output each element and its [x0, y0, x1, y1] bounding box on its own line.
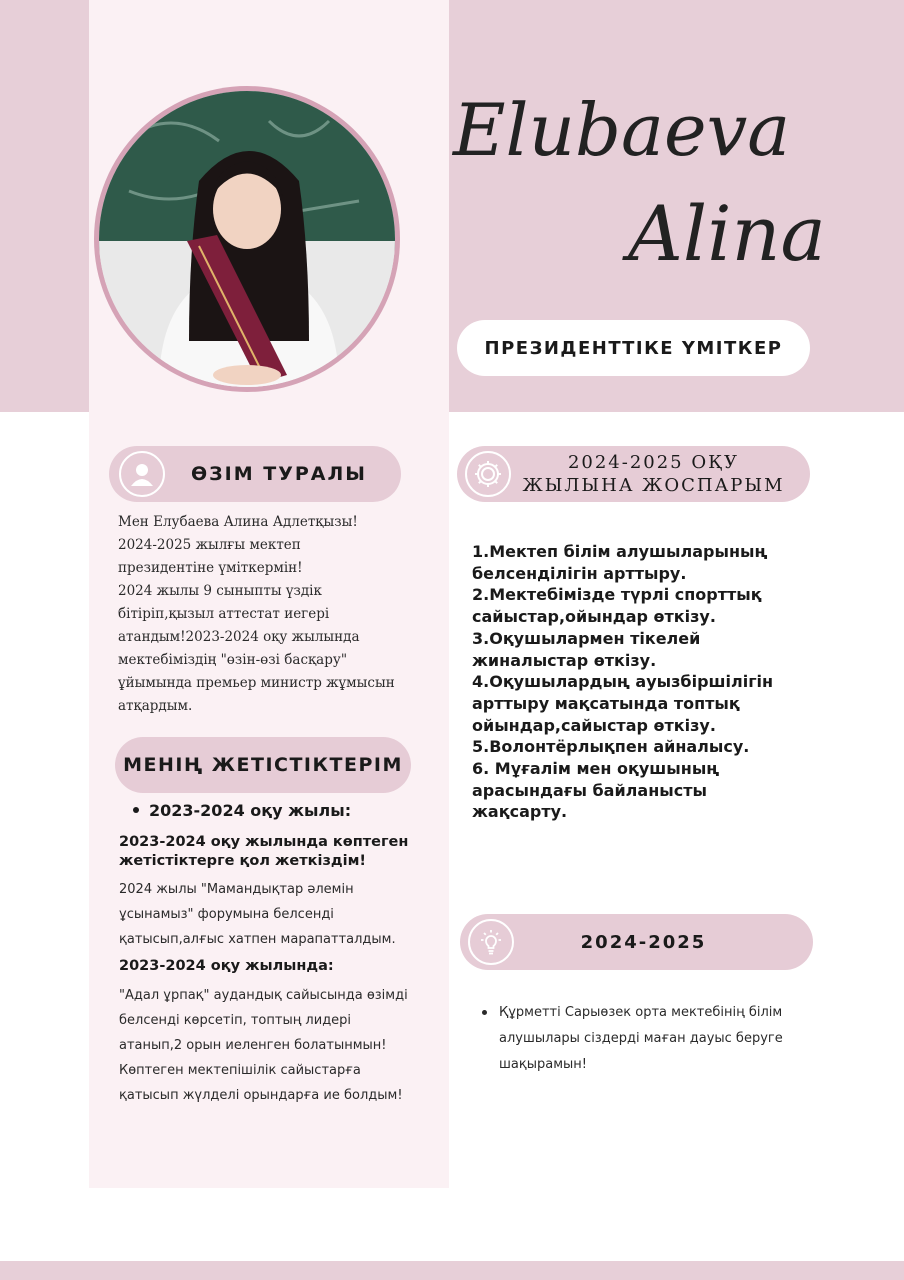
footer-band — [0, 1261, 904, 1280]
plan-line: 1.Мектеп білім алушыларының — [472, 542, 768, 561]
plan-title: 2024-2025 ОҚУ ЖЫЛЫНА ЖОСПАРЫМ — [522, 452, 785, 496]
invite-text: Құрметті Сарыөзек орта мектебінің білім алушылары сіздерді маған дауыс беруге шақырамын! — [482, 1000, 812, 1078]
portrait-photo — [99, 91, 395, 387]
plan-line: жиналыстар өткізу. — [472, 650, 657, 670]
bullet-dot — [133, 807, 139, 813]
year-title: 2024-2025 — [580, 931, 707, 953]
plan-line: 6. Мұғалім мен оқушының — [472, 759, 720, 779]
lightbulb-icon — [468, 919, 514, 965]
plan-line: сайыстар,ойындар өткізу. — [472, 607, 716, 627]
achievements-title: МЕНІҢ ЖЕТІСТІКТЕРІМ — [123, 754, 403, 776]
plan-line: арттыру мақсатында топтық — [472, 693, 740, 713]
achievement-block-1: 2023-2024 оқу жылында көптеген жетістіктерге қол жеткіздім! 2024 жылы "Мамандықтар әлемін ұсынамыз" форумына белсенді қатысып,алғыс хатпен марапатталдым. — [119, 834, 409, 947]
achievements-header — [115, 737, 411, 793]
achievement-block-2: 2023-2024 оқу жылында: "Адал ұрпақ" аудандық сайысында өзімді белсенді көрсетіп, топтың лидері атанып,2 орын иеленген болатынмын! Көптеген мектепішілік сайыстарға қатысып жүлделі орындарға ие болдым! — [119, 958, 408, 1103]
plan-line: 4.Оқушылардың ауызбіршілігін — [472, 672, 774, 692]
bullet-dot — [482, 1010, 487, 1015]
svg-text:Elubaeva: Elubaeva — [453, 88, 791, 172]
plan-line: арасындағы байланысты — [472, 780, 707, 800]
user-icon — [119, 451, 165, 497]
achievements-year-bullet: 2023-2024 оқу жылы: — [133, 801, 351, 820]
plan-list — [472, 541, 802, 823]
role-badge: ПРЕЗИДЕНТТІКЕ ҮМІТКЕР — [457, 320, 810, 376]
gear-icon — [465, 451, 511, 497]
about-header — [109, 446, 401, 502]
year-header — [460, 914, 813, 970]
plan-line: 5.Волонтёрлықпен айналысу. — [472, 737, 750, 757]
about-text: Мен Елубаева Алина Адлетқызы! 2024-2025 жылғы мектеп президентіне үміткермін! 2024 жылы 9 сыныпты үздік бітіріп,қызыл аттестат иегері атандым!2023-2024 оқу жылында мектебіміздің "өзін-өзі басқару" ұйымында премьер министр жұмысын атқардым. — [118, 514, 395, 714]
plan-line: 3.Оқушылармен тікелей — [472, 628, 701, 648]
signature-name — [448, 60, 868, 300]
about-title: ӨЗІМ ТУРАЛЫ — [191, 463, 367, 485]
portrait-frame — [94, 86, 400, 392]
svg-text:Alina: Alina — [628, 189, 826, 278]
plan-header — [457, 446, 810, 502]
plan-line: ойындар,сайыстар өткізу. — [472, 715, 716, 735]
plan-line: жақсарту. — [472, 802, 568, 822]
plan-line: белсенділігін арттыру. — [472, 563, 687, 583]
plan-line: 2.Мектебімізде түрлі спорттық — [472, 585, 762, 605]
